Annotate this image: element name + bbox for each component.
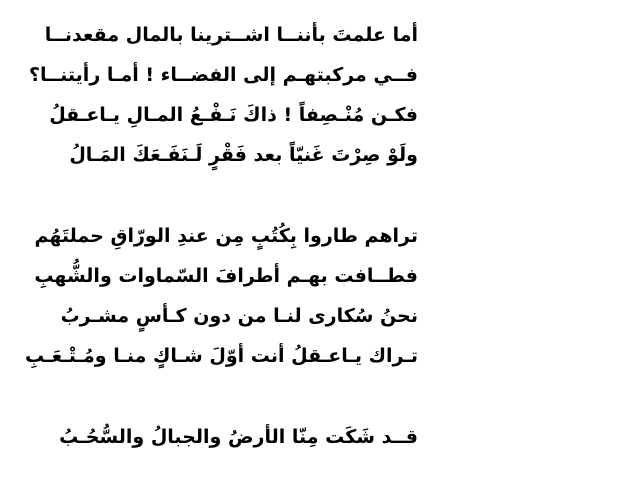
stanza-divider xyxy=(8,376,418,417)
poem-line: ولَوْ صِرْتَ غَنيّاً بعد فَقْرٍ لَـنَفَـعَكَ المَـالُ xyxy=(69,144,418,166)
poem-text xyxy=(8,0,418,457)
stanza-1 xyxy=(8,15,418,175)
poem-line: قــد شَكَت مِنّا الأرضُ والجبالُ والسُّحُـبُ xyxy=(59,426,418,448)
stanza-2 xyxy=(8,216,418,376)
poem-line: نحنُ سُكارى لنـا من دون كـأسٍ مشـربُ xyxy=(60,305,418,327)
poem-line: أما علمتَ بأننــا اشــترينا بالمال مقعدنــا xyxy=(44,24,418,46)
poem-line: تراهم طاروا بِكُتُبٍ مِن عندِ الورّاقِ حملتَهُم xyxy=(34,225,418,247)
stanza-3 xyxy=(8,417,418,457)
poem-line: فكـن مُنْـصِفاً ! ذاكَ نَـفْـعُ المـالِ يـاعـقلُ xyxy=(49,104,418,126)
poem-line: فطــافت بهـم أطرافَ السّماوات والشُّهبِ xyxy=(34,265,418,287)
poem-line: فــي مركبتهـم إلى الفضــاء ! أمـا رأيتنــا؟ xyxy=(29,64,418,86)
poem-line: تـراك يـاعـقلُ أنت أوّلَ شـاكٍ منـا ومُـتْـعَـبِ xyxy=(24,345,418,367)
stanza-divider xyxy=(8,175,418,216)
